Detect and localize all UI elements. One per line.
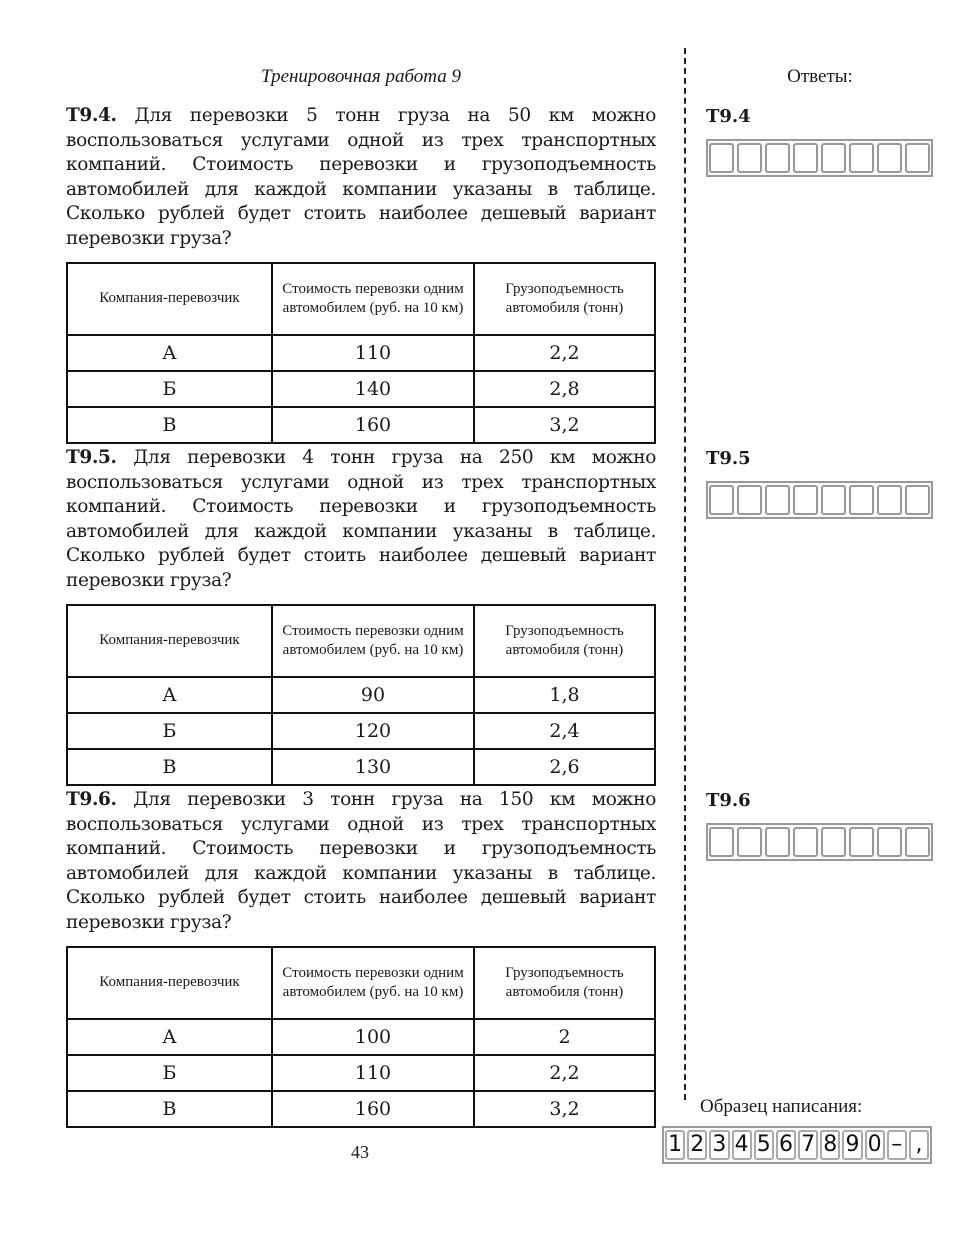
cell-capacity: 2,2 [474, 335, 655, 371]
sample-char: 8 [820, 1130, 840, 1160]
task-table [66, 604, 656, 786]
cell-company: А [67, 1019, 272, 1055]
answer-cell[interactable] [793, 143, 818, 173]
task-body: Для перевозки 3 тонн груза на 150 км можно воспользоваться услугами одной из трех транспортных компаний. Стоимость перевозки и грузоподъемность автомобилей для каждой компании указаны в таблице. Сколько рублей будет стоить наиболее дешевый вариант перевозки груза? [66, 789, 656, 933]
answer-cell[interactable] [821, 827, 846, 857]
cell-company: А [67, 677, 272, 713]
answer-cell[interactable] [821, 143, 846, 173]
task-table [66, 946, 656, 1128]
table-row [67, 1091, 655, 1127]
answers-title: Ответы: [787, 66, 853, 87]
answer-label-t9-6: T9.6 [706, 790, 751, 811]
answer-cell[interactable] [849, 143, 874, 173]
answer-cell[interactable] [877, 143, 902, 173]
cell-capacity: 3,2 [474, 407, 655, 443]
cell-cost: 160 [272, 407, 474, 443]
task-text [66, 446, 656, 594]
answer-box-t9-5[interactable] [706, 481, 933, 519]
header-capacity: Грузоподъемность автомобиля (тонн) [474, 947, 655, 1019]
answer-cell[interactable] [877, 827, 902, 857]
answer-cell[interactable] [849, 485, 874, 515]
answer-cell[interactable] [737, 143, 762, 173]
table-row [67, 371, 655, 407]
cell-company: В [67, 407, 272, 443]
task-body: Для перевозки 4 тонн груза на 250 км можно воспользоваться услугами одной из трех транспортных компаний. Стоимость перевозки и грузоподъемность автомобилей для каждой компании указаны в таблице. Сколько рублей будет стоить наиболее дешевый вариант перевозки груза? [66, 447, 656, 591]
cell-capacity: 2,8 [474, 371, 655, 407]
cell-cost: 120 [272, 713, 474, 749]
answer-cell[interactable] [709, 485, 734, 515]
dashed-divider [684, 48, 686, 1100]
header-cost: Стоимость перевозки одним автомобилем (руб. на 10 км) [272, 605, 474, 677]
sample-char: 5 [754, 1130, 774, 1160]
cell-cost: 130 [272, 749, 474, 785]
table-row [67, 335, 655, 371]
cell-cost: 100 [272, 1019, 474, 1055]
cell-capacity: 2,4 [474, 713, 655, 749]
task-id: T9.4. [66, 105, 117, 126]
cell-cost: 110 [272, 1055, 474, 1091]
sample-char: 7 [798, 1130, 818, 1160]
sample-label: Образец написания: [700, 1096, 863, 1117]
cell-cost: 140 [272, 371, 474, 407]
answer-cell[interactable] [849, 827, 874, 857]
task-text [66, 788, 656, 936]
sample-char: 4 [732, 1130, 752, 1160]
answer-cell[interactable] [709, 143, 734, 173]
sample-char: – [887, 1130, 907, 1160]
cell-company: Б [67, 713, 272, 749]
answer-box-t9-6[interactable] [706, 823, 933, 861]
header-cost: Стоимость перевозки одним автомобилем (руб. на 10 км) [272, 263, 474, 335]
sample-char: 2 [687, 1130, 707, 1160]
cell-cost: 110 [272, 335, 474, 371]
header-company: Компания-перевозчик [67, 605, 272, 677]
answer-cell[interactable] [737, 485, 762, 515]
sample-writing-box [662, 1126, 932, 1164]
task-t9-5 [66, 446, 656, 786]
cell-company: Б [67, 1055, 272, 1091]
cell-company: Б [67, 371, 272, 407]
cell-capacity: 2,6 [474, 749, 655, 785]
cell-cost: 90 [272, 677, 474, 713]
cell-company: В [67, 1091, 272, 1127]
table-row [67, 749, 655, 785]
answer-label-t9-5: T9.5 [706, 448, 751, 469]
cell-capacity: 1,8 [474, 677, 655, 713]
header-cost: Стоимость перевозки одним автомобилем (руб. на 10 км) [272, 947, 474, 1019]
page-number: 43 [351, 1142, 369, 1162]
answer-cell[interactable] [905, 485, 930, 515]
table-row [67, 1019, 655, 1055]
cell-capacity: 2 [474, 1019, 655, 1055]
answer-cell[interactable] [765, 485, 790, 515]
table-row [67, 713, 655, 749]
task-text [66, 104, 656, 252]
table-row [67, 1055, 655, 1091]
table-row [67, 407, 655, 443]
answer-cell[interactable] [765, 827, 790, 857]
answer-box-t9-4[interactable] [706, 139, 933, 177]
answer-cell[interactable] [737, 827, 762, 857]
task-t9-6 [66, 788, 656, 1128]
task-id: T9.6. [66, 789, 117, 810]
header-company: Компания-перевозчик [67, 263, 272, 335]
answer-cell[interactable] [877, 485, 902, 515]
cell-company: В [67, 749, 272, 785]
table-row [67, 677, 655, 713]
cell-capacity: 2,2 [474, 1055, 655, 1091]
sample-char: 9 [842, 1130, 862, 1160]
cell-cost: 160 [272, 1091, 474, 1127]
header-capacity: Грузоподъемность автомобиля (тонн) [474, 605, 655, 677]
answer-cell[interactable] [905, 827, 930, 857]
answer-cell[interactable] [905, 143, 930, 173]
cell-capacity: 3,2 [474, 1091, 655, 1127]
answer-cell[interactable] [709, 827, 734, 857]
header-capacity: Грузоподъемность автомобиля (тонн) [474, 263, 655, 335]
sample-char: , [909, 1130, 929, 1160]
answer-cell[interactable] [793, 827, 818, 857]
task-t9-4 [66, 104, 656, 444]
task-body: Для перевозки 5 тонн груза на 50 км можно воспользоваться услугами одной из трех транспортных компаний. Стоимость перевозки и грузоподъемность автомобилей для каждой компании указаны в таблице. Сколько рублей будет стоить наиболее дешевый вариант перевозки груза? [66, 105, 657, 249]
answer-cell[interactable] [793, 485, 818, 515]
sample-char: 1 [665, 1130, 685, 1160]
sample-char: 0 [865, 1130, 885, 1160]
sample-char: 6 [776, 1130, 796, 1160]
cell-company: А [67, 335, 272, 371]
header-company: Компания-перевозчик [67, 947, 272, 1019]
task-table [66, 262, 656, 444]
answer-label-t9-4: T9.4 [706, 106, 751, 127]
page-header: Тренировочная работа 9 [260, 66, 462, 87]
task-id: T9.5. [66, 447, 117, 468]
answer-cell[interactable] [765, 143, 790, 173]
answer-cell[interactable] [821, 485, 846, 515]
sample-char: 3 [709, 1130, 729, 1160]
